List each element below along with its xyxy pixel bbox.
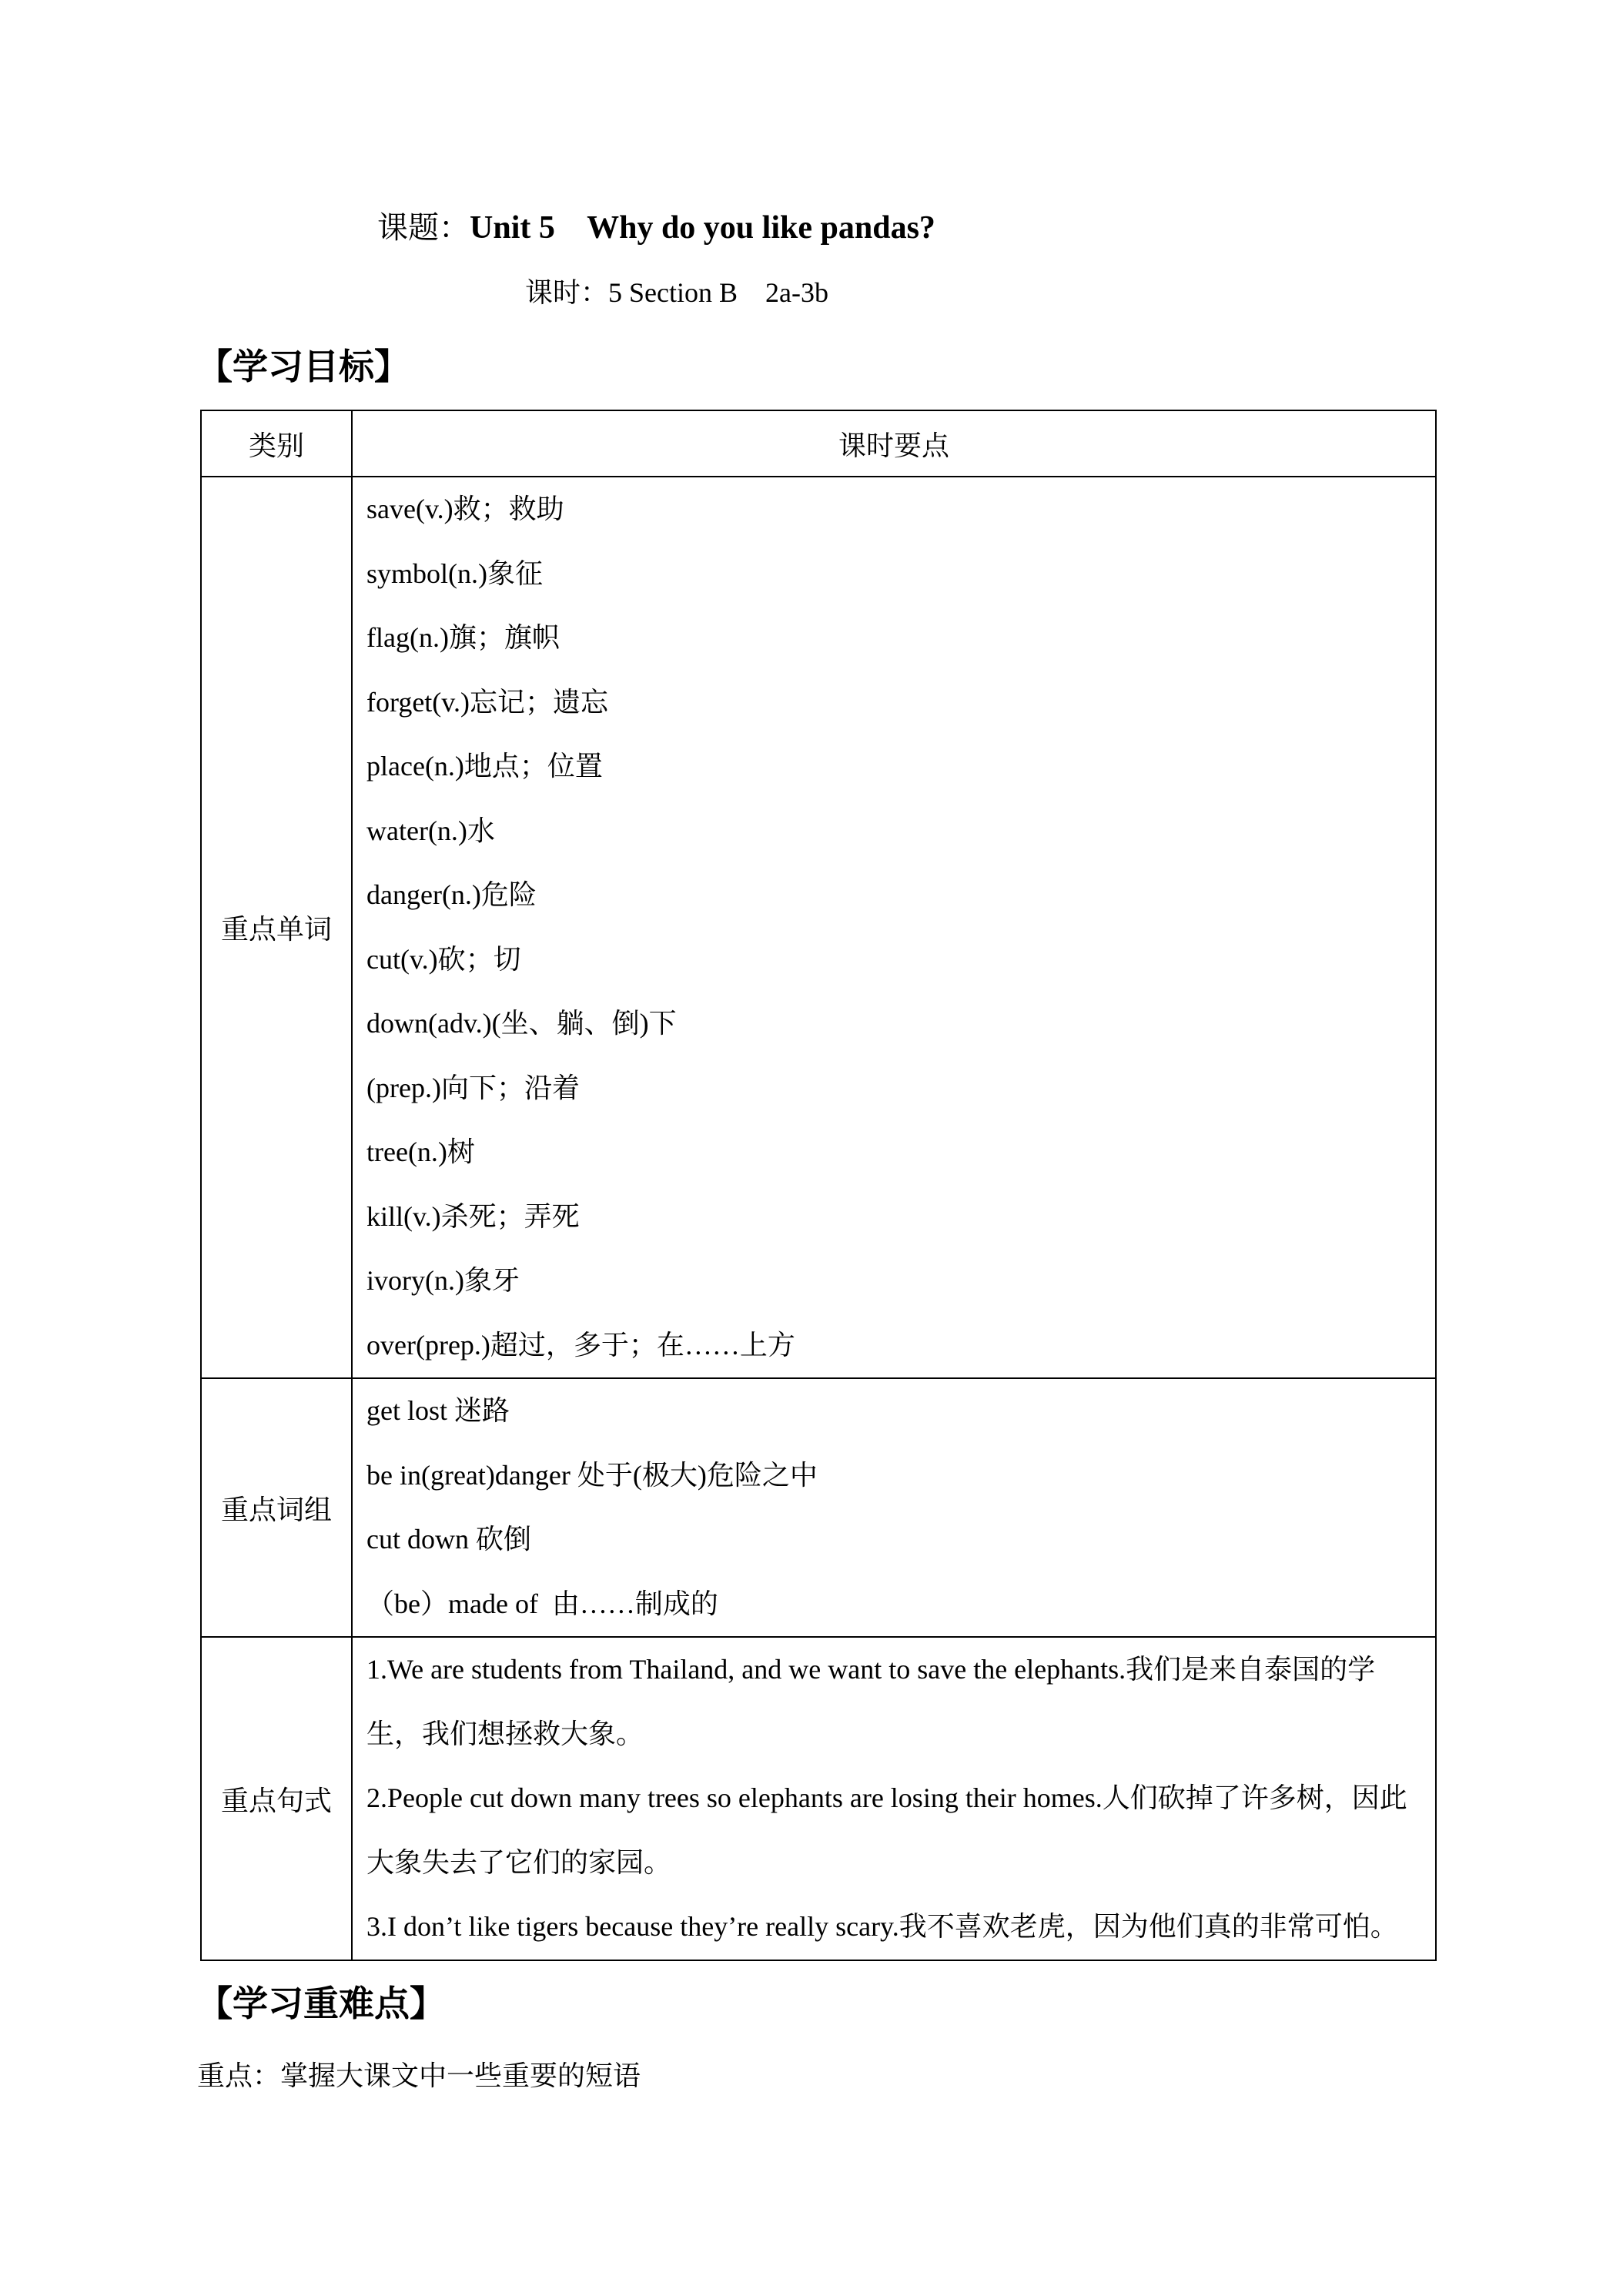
- list-item: get lost 迷路: [366, 1395, 510, 1426]
- key-points-text: 重点：掌握大课文中一些重要的短语: [197, 2060, 641, 2092]
- column-header-category: 类别: [201, 410, 352, 477]
- learning-goals-heading: 【学习目标】: [197, 346, 410, 387]
- list-item: over(prep.)超过，多于；在……上方: [366, 1329, 795, 1361]
- list-item: down(adv.)(坐、躺、倒)下: [366, 1008, 677, 1039]
- list-item: tree(n.)树: [366, 1136, 475, 1167]
- lesson-period: 课时：5 Section B 2a-3b: [525, 277, 828, 308]
- list-item: symbol(n.)象征: [366, 557, 543, 589]
- list-item: danger(n.)危险: [366, 879, 537, 910]
- list-item: 1.We are students from Thailand, and we want to save the elephants.我们是来自泰国的学生，我们想拯救大象。: [366, 1654, 1376, 1749]
- table-header-row: [201, 410, 1436, 477]
- learning-goals-table: [200, 410, 1437, 1961]
- list-item: water(n.)水: [366, 815, 495, 846]
- list-item: ivory(n.)象牙: [366, 1265, 520, 1296]
- category-key-words: 重点单词: [201, 477, 352, 1378]
- category-key-sentences: 重点句式: [201, 1637, 352, 1960]
- category-key-phrases: 重点词组: [201, 1378, 352, 1637]
- list-item: cut down 砍倒: [366, 1524, 531, 1555]
- column-header-points: 课时要点: [352, 410, 1436, 477]
- list-item: kill(v.)杀死；弄死: [366, 1200, 580, 1232]
- list-item: （be）made of 由……制成的: [366, 1588, 718, 1619]
- list-item: be in(great)danger 处于(极大)危险之中: [366, 1459, 818, 1491]
- list-item: save(v.)救；救助: [366, 494, 564, 524]
- title-prefix: 课题：: [377, 210, 470, 246]
- list-item: (prep.)向下；沿着: [366, 1072, 580, 1103]
- lesson-title: [377, 206, 935, 249]
- list-item: forget(v.)忘记；遗忘: [366, 686, 608, 718]
- list-item: flag(n.)旗；旗帜: [366, 622, 560, 653]
- list-item: cut(v.)砍；切: [366, 943, 521, 975]
- key-phrases-list: [352, 1378, 1436, 1637]
- list-item: place(n.)地点；位置: [366, 751, 603, 782]
- key-difficult-points-heading: 【学习重难点】: [197, 1983, 445, 2024]
- table-row-key-sentences: [201, 1637, 1436, 1960]
- title-main: Unit 5 Why do you like pandas?: [470, 210, 935, 246]
- table-row-key-words: [201, 477, 1436, 1378]
- key-words-list: [352, 477, 1436, 1378]
- list-item: 3.I don’t like tigers because they’re really scary.我不喜欢老虎，因为他们真的非常可怕。: [366, 1911, 1398, 1942]
- list-item: 2.People cut down many trees so elephants are losing their homes.人们砍掉了许多树，因此大象失去了它们的家园。: [366, 1782, 1407, 1878]
- key-sentences-list: [352, 1637, 1436, 1960]
- table-row-key-phrases: [201, 1378, 1436, 1637]
